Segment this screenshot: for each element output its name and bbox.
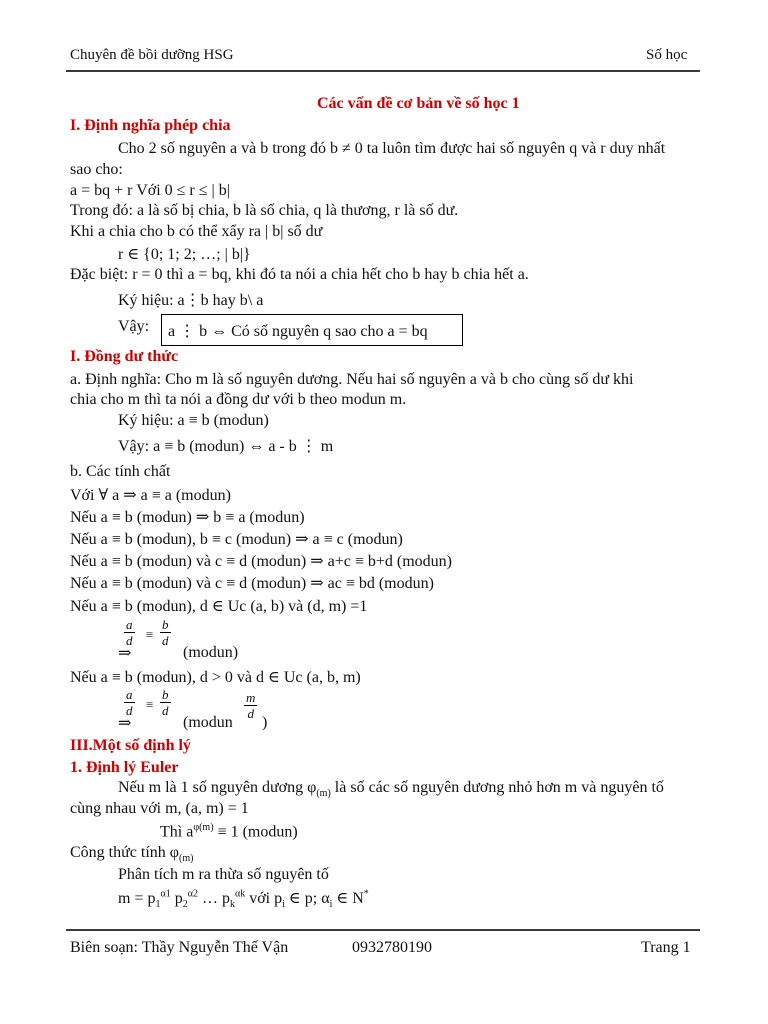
- footer-rule: [66, 929, 700, 931]
- subscript: (m): [179, 853, 194, 865]
- implies-symbol: ⇒: [118, 645, 132, 662]
- fraction: [160, 617, 171, 648]
- superscript: φ(m): [193, 822, 214, 833]
- text-line: Nếu a ≡ b (modun) và c ≡ d (modun) ⇒ ac ≡ bd (modun): [70, 575, 434, 592]
- text-line: Nếu a ≡ b (modun) ⇒ b ≡ a (modun): [70, 509, 305, 526]
- text-segment: ∈ N: [332, 890, 364, 907]
- fraction-denominator: d: [126, 703, 133, 718]
- fraction-denominator: d: [126, 633, 133, 648]
- header-left: Chuyên đề bồi dưỡng HSG: [70, 47, 234, 63]
- definition-box: [161, 314, 463, 346]
- text-line: Nếu a ≡ b (modun), b ≡ c (modun) ⇒ a ≡ c (modun): [70, 531, 403, 548]
- text-line: r ∈ {0; 1; 2; …; | b|}: [118, 246, 251, 263]
- superscript: αk: [234, 888, 246, 900]
- closing-paren: ): [262, 714, 268, 731]
- text-segment: Công thức tính φ: [70, 844, 180, 861]
- text-line: Ký hiệu: a⋮b hay b\ a: [118, 292, 264, 309]
- text-segment: … p: [197, 890, 230, 907]
- fraction-denominator: d: [247, 706, 254, 721]
- text-line: [160, 822, 298, 841]
- text-segment: với p: [245, 890, 283, 907]
- fraction-denominator: d: [162, 633, 169, 648]
- text-line: Ký hiệu: a ≡ b (modun): [118, 412, 269, 429]
- text-line: Khi a chia cho b có thể xẩy ra | b| số dư: [70, 223, 323, 240]
- fraction: [124, 687, 135, 718]
- fraction-numerator: m: [246, 690, 256, 705]
- congruence-symbol: ≡: [146, 697, 154, 712]
- text-line: Nếu a ≡ b (modun) và c ≡ d (modun) ⇒ a+c ≡ b+d (modun): [70, 553, 452, 570]
- text-line: Vậy: a ≡ b (modun) ⇔ a - b ⋮ m: [118, 438, 334, 455]
- section-heading: 1. Định lý Euler: [70, 759, 179, 776]
- text-line: chia cho m thì ta nói a đồng dư với b theo modun m.: [70, 391, 407, 408]
- header-right: Số học: [646, 47, 688, 63]
- fraction: [160, 687, 171, 718]
- text-line: Trong đó: a là số bị chia, b là số chia, q là thương, r là số dư.: [70, 202, 459, 219]
- subscript: k: [229, 899, 235, 911]
- footer-phone: 0932780190: [352, 939, 432, 956]
- text-segment: m = p: [118, 890, 156, 907]
- text-line: Vậy:: [118, 318, 150, 335]
- fraction-numerator: a: [126, 617, 133, 632]
- superscript: *: [363, 888, 369, 900]
- text-segment: Thì a: [160, 823, 194, 841]
- text-segment: ≡ 1 (modun): [213, 823, 298, 841]
- text-line: sao cho:: [70, 161, 123, 178]
- fraction-denominator: d: [162, 703, 169, 718]
- footer-author: Biên soạn: Thầy Nguyễn Thế Vận: [70, 939, 289, 956]
- section-heading: I. Định nghĩa phép chia: [70, 117, 231, 134]
- text-line: Cho 2 số nguyên a và b trong đó b ≠ 0 ta luôn tìm được hai số nguyên q và r duy nhất: [118, 140, 666, 157]
- subscript: (m): [316, 788, 331, 800]
- text-segment: Nếu m là 1 số nguyên dương φ: [118, 779, 317, 796]
- fraction: [124, 617, 135, 648]
- fraction-numerator: a: [126, 687, 133, 702]
- subscript: 1: [155, 899, 161, 911]
- text-line: [70, 844, 193, 864]
- modun-label: (modun: [183, 714, 233, 731]
- header-rule: [66, 70, 700, 72]
- section-heading: I. Đồng dư thức: [70, 348, 179, 365]
- implies-symbol: ⇒: [118, 715, 132, 732]
- superscript: α1: [160, 888, 171, 900]
- text-line: b. Các tính chất: [70, 463, 171, 480]
- subscript: i: [282, 899, 285, 911]
- text-line: a. Định nghĩa: Cho m là số nguyên dương. Nếu hai số nguyên a và b cho cùng số dư khi: [70, 371, 634, 388]
- fraction-numerator: b: [162, 687, 169, 702]
- modun-label: (modun): [183, 644, 239, 661]
- text-line: [118, 779, 664, 799]
- text-line: Với ∀ a ⇒ a ≡ a (modun): [70, 487, 231, 504]
- footer-page: Trang 1: [641, 939, 691, 956]
- text-segment: ∈ p; α: [284, 890, 330, 907]
- text-line: Nếu a ≡ b (modun), d > 0 và d ∈ Uc (a, b, m): [70, 669, 361, 686]
- superscript: α2: [187, 888, 198, 900]
- definition-text: a ⋮ b ⇔ Có số nguyên q sao cho a = bq: [168, 323, 428, 340]
- subscript: i: [329, 899, 333, 911]
- subscript: 2: [182, 899, 188, 911]
- congruence-symbol: ≡: [146, 627, 154, 642]
- text-line: Đặc biệt: r = 0 thì a = bq, khi đó ta nói a chia hết cho b hay b chia hết a.: [70, 266, 529, 283]
- text-line: Phân tích m ra thừa số nguyên tố: [118, 866, 329, 883]
- fraction: [244, 690, 257, 721]
- text-line: a = bq + r Với 0 ≤ r ≤ | b|: [70, 182, 230, 199]
- text-segment: là số các số nguyên dương nhỏ hơn m và nguyên tố: [330, 779, 664, 796]
- text-line: Nếu a ≡ b (modun), d ∈ Uc (a, b) và (d, m) =1: [70, 598, 368, 615]
- section-heading: III.Một số định lý: [70, 737, 191, 754]
- text-segment: p: [170, 890, 183, 907]
- text-line: cùng nhau với m, (a, m) = 1: [70, 800, 249, 817]
- text-line: [118, 888, 369, 910]
- fraction-numerator: b: [162, 617, 169, 632]
- page-title: Các vấn đề cơ bản về số học 1: [317, 95, 520, 112]
